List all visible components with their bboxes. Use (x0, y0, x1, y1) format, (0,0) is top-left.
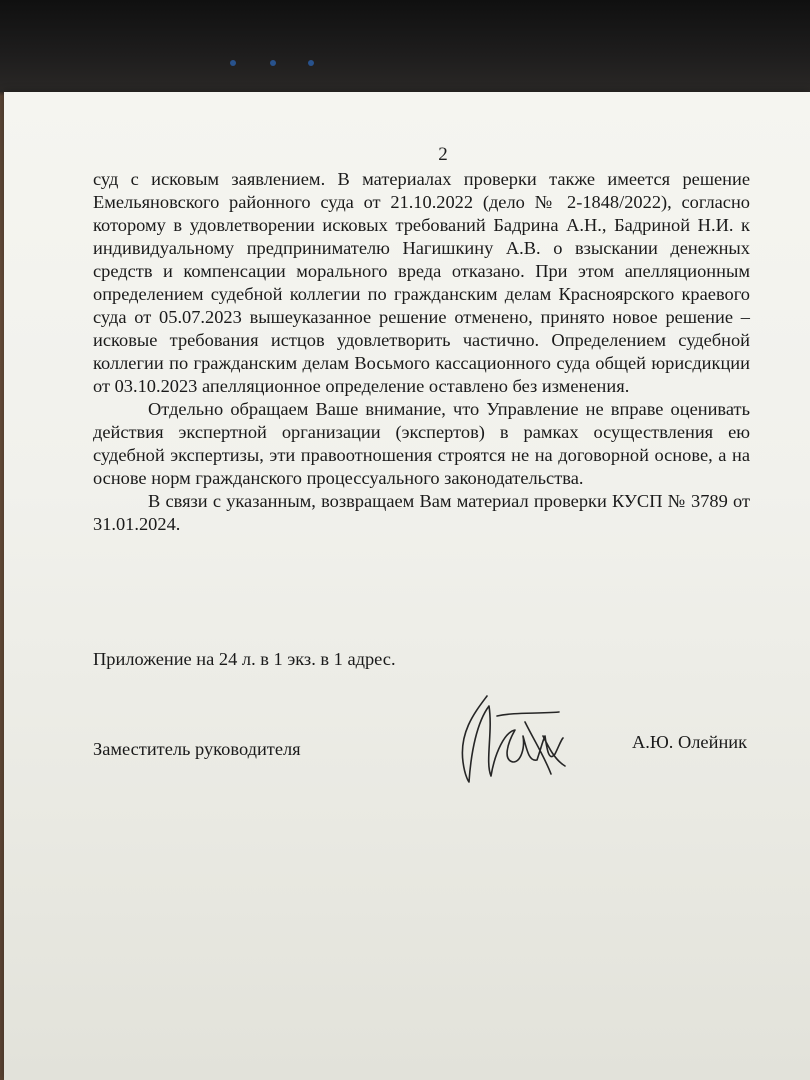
paragraph-expert-note: Отдельно обращаем Ваше внимание, что Управление не вправе оценивать действия экспертной организации (экспертов) в рамках осуществления ею судебной экспертизы, эти правоотношения строятся не на договорной основе, а на основе норм гражданского процессуального законодательства. (93, 399, 750, 488)
indicator-light (230, 60, 236, 66)
device-edge (0, 0, 810, 92)
indicator-light (270, 60, 276, 66)
paragraph-court-decisions: суд с исковым заявлением. В материалах проверки также имеется решение Емельяновского районного суда от 21.10.2022 (дело № 2-1848/2022), согласно которому в удовлетворении исковых требований Бадрина А.Н., Бадриной Н.И. к индивидуальному предпринимателю Нагишкину А.В. о взыскании денежных средств и компенсации морального вреда отказано. При этом апелляционным определением судебной коллегии по гражданским делам Красноярского краевого суда от 05.07.2023 вышеуказанное решение отменено, принято новое решение – исковые требования истцов удовлетворить частично. Определением судебной коллегии по гражданским делам Восьмого кассационного суда общей юрисдикции от 03.10.2023 апелляционное определение оставлено без изменения. (93, 169, 750, 396)
signer-title: Заместитель руководителя (93, 739, 301, 759)
paragraph-return-material: В связи с указанным, возвращаем Вам материал проверки КУСП № 3789 от 31.01.2024. (93, 491, 750, 534)
signer-name: А.Ю. Олейник (632, 732, 748, 752)
letter-body (93, 168, 750, 536)
attachment-line: Приложение на 24 л. в 1 экз. в 1 адрес. (93, 649, 396, 669)
page-number: 2 (438, 144, 448, 165)
indicator-light (308, 60, 314, 66)
handwritten-signature (455, 692, 567, 787)
